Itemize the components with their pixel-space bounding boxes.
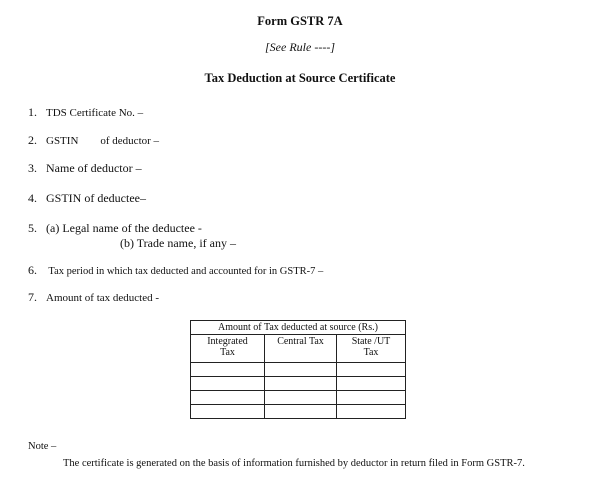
item-label: TDS Certificate No. – bbox=[46, 107, 144, 119]
tax-amount-table bbox=[190, 320, 406, 419]
item-number: 6. bbox=[28, 263, 37, 277]
table-row bbox=[191, 405, 406, 419]
item-label: Amount of tax deducted - bbox=[46, 292, 160, 304]
table-cell bbox=[191, 405, 265, 419]
item-legal-name-deductee bbox=[28, 221, 202, 236]
table-row bbox=[191, 391, 406, 405]
column-header-integrated-tax: Integrated Tax bbox=[191, 335, 265, 363]
item-label: Tax period in which tax deducted and accounted for in GSTR-7 – bbox=[46, 266, 324, 277]
table-cell bbox=[337, 377, 406, 391]
table-cell bbox=[191, 363, 265, 377]
item-tds-certificate-no bbox=[28, 105, 143, 120]
column-header-central-tax: Central Tax bbox=[265, 335, 337, 363]
table-cell bbox=[337, 363, 406, 377]
table-row bbox=[191, 377, 406, 391]
table-caption: Amount of Tax deducted at source (Rs.) bbox=[191, 321, 406, 335]
document-title: Tax Deduction at Source Certificate bbox=[204, 71, 396, 85]
item-number: 1. bbox=[28, 105, 37, 119]
table-cell bbox=[265, 363, 337, 377]
rule-reference: [See Rule ----] bbox=[265, 40, 335, 54]
item-number: 5. bbox=[28, 221, 37, 235]
item-gstin-deductor bbox=[28, 133, 159, 148]
item-number: 7. bbox=[28, 290, 37, 304]
table-cell bbox=[265, 391, 337, 405]
table-cell bbox=[191, 377, 265, 391]
item-label: GSTIN of deductee– bbox=[46, 191, 146, 205]
form-title: Form GSTR 7A bbox=[257, 14, 343, 28]
item-number: 3. bbox=[28, 161, 37, 175]
item-gstin-deductee bbox=[28, 191, 146, 206]
table-cell bbox=[191, 391, 265, 405]
table-cell bbox=[265, 405, 337, 419]
note-label: Note – bbox=[28, 441, 57, 452]
column-header-state-ut-tax: State /UT Tax bbox=[337, 335, 406, 363]
item-trade-name: (b) Trade name, if any – bbox=[120, 236, 236, 250]
note-text: The certificate is generated on the basis of information furnished by deductor in return filed in Form GSTR-7. bbox=[63, 458, 525, 469]
item-label: Name of deductor – bbox=[46, 161, 142, 175]
item-tax-period bbox=[28, 263, 323, 278]
item-name-of-deductor bbox=[28, 161, 142, 176]
table-cell bbox=[265, 377, 337, 391]
table-cell bbox=[337, 405, 406, 419]
table-row bbox=[191, 363, 406, 377]
table-cell bbox=[337, 391, 406, 405]
item-number: 4. bbox=[28, 191, 37, 205]
item-label: GSTIN of deductor – bbox=[46, 135, 160, 147]
item-amount-of-tax bbox=[28, 290, 159, 305]
item-label: (a) Legal name of the deductee - bbox=[46, 221, 202, 235]
item-number: 2. bbox=[28, 133, 37, 147]
